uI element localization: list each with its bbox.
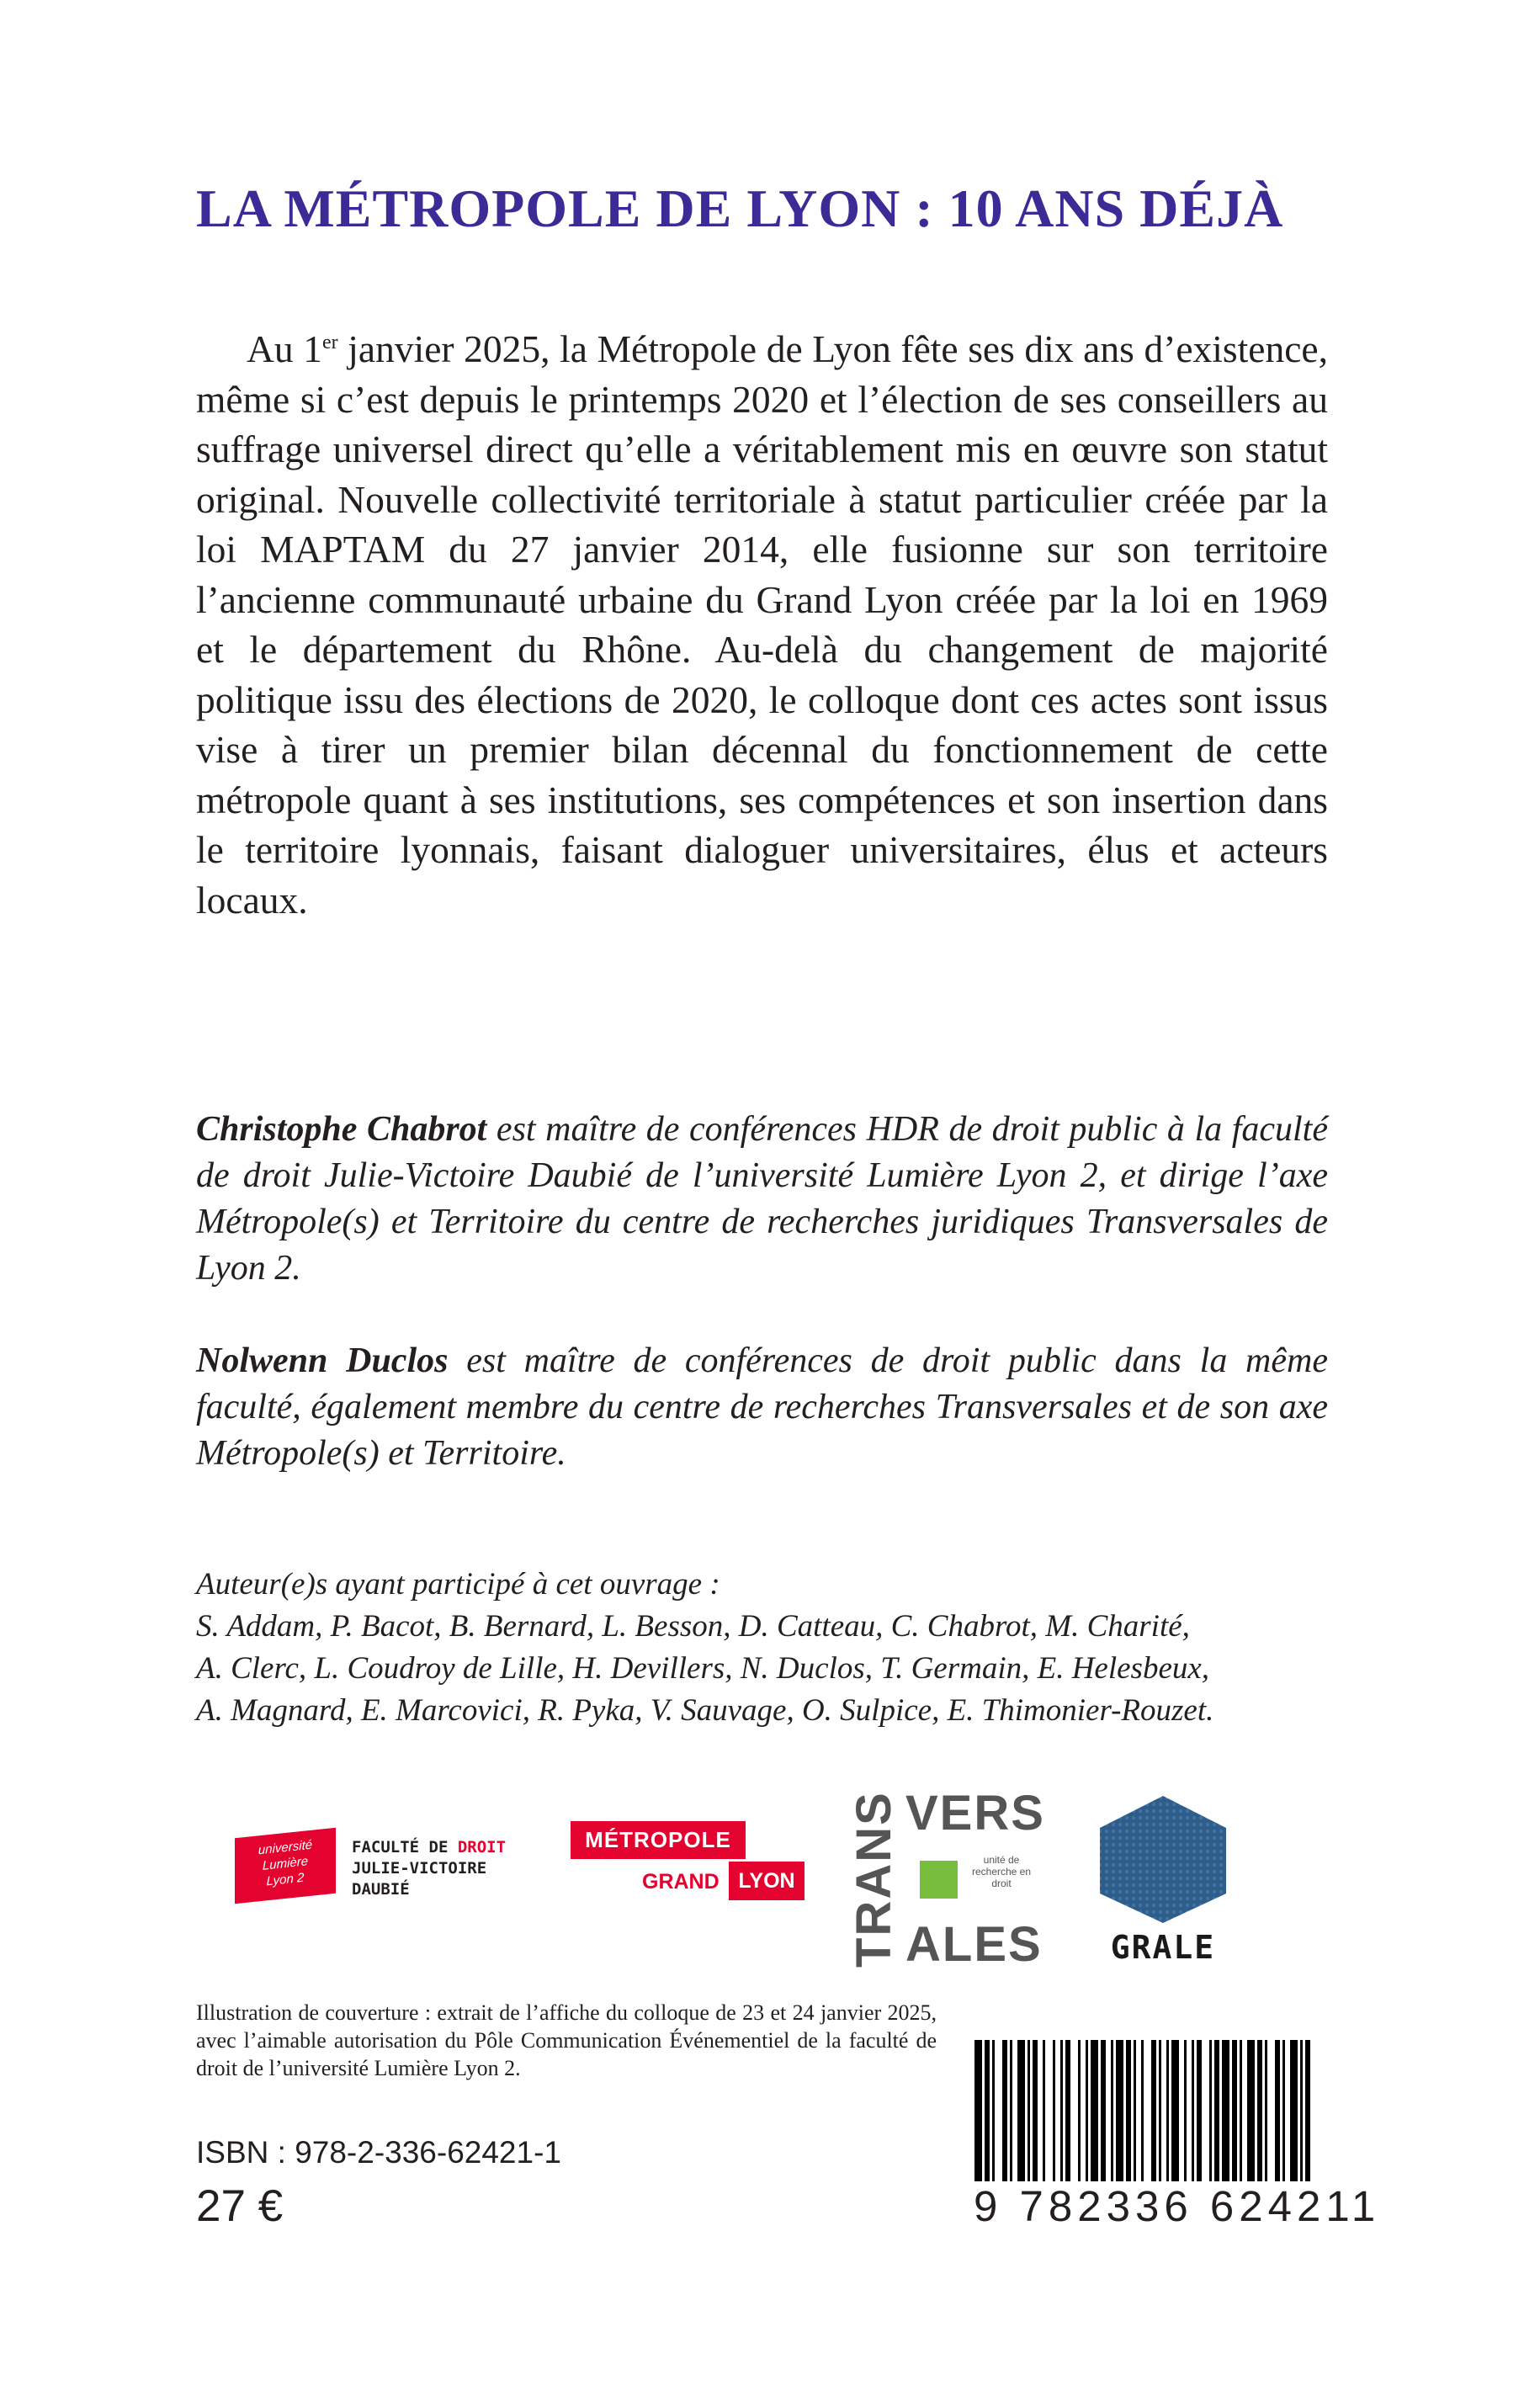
metropole-logo-top: MÉTROPOLE xyxy=(571,1821,746,1859)
contributors-line: A. Magnard, E. Marcovici, R. Pyka, V. Sauvage, O. Sulpice, E. Thimonier-Rouzet. xyxy=(196,1693,1214,1728)
transversales-logo-trans: TRANS xyxy=(847,1791,901,1968)
lyon2-logo-line: Lumière xyxy=(262,1854,309,1873)
barcode-bar xyxy=(1126,2040,1131,2181)
transversales-logo-ales: ALES xyxy=(905,1917,1043,1972)
barcode-bar xyxy=(1028,2040,1030,2181)
barcode-bar xyxy=(1184,2040,1187,2181)
contributors-line: A. Clerc, L. Coudroy de Lille, H. Devillers, N. Duclos, T. Germain, E. Helesbeux, xyxy=(196,1651,1210,1686)
author-name-2: Nolwenn Duclos xyxy=(196,1341,449,1380)
barcode-bar xyxy=(1010,2040,1012,2181)
barcode-bar xyxy=(1091,2040,1098,2181)
barcode-bar xyxy=(1151,2040,1156,2181)
faculty-line-1b: DROIT xyxy=(457,1838,507,1856)
barcode xyxy=(968,2040,1321,2185)
barcode-bar xyxy=(992,2040,995,2181)
barcode-bar xyxy=(974,2040,982,2181)
faculty-line-3: DAUBIÉ xyxy=(352,1880,410,1899)
faculty-line-1a: FACULTÉ DE xyxy=(352,1838,458,1856)
barcode-bar xyxy=(1290,2040,1298,2181)
price: 27 € xyxy=(196,2181,284,2231)
barcode-bar xyxy=(1017,2040,1025,2181)
barcode-digits: 9 782336 624211 xyxy=(974,2182,1381,2230)
author-description-1: est maître de conférences HDR de droit public à la faculté de droit Julie-Victoire Daubié de l’université Lumière Lyon 2, et dirige l’axe Métropole(s) et Territoire du centre de recherches juridiques Transversales de Lyon 2. xyxy=(196,1110,1328,1288)
barcode-bar xyxy=(1222,2040,1229,2181)
grale-logo-text: GRALE xyxy=(1110,1929,1216,1966)
lyon2-logo xyxy=(235,1828,336,1904)
barcode-bar xyxy=(1159,2040,1161,2181)
barcode-bar xyxy=(1197,2040,1202,2181)
barcode-bar xyxy=(1060,2040,1063,2181)
isbn: ISBN : 978-2-336-62421-1 xyxy=(196,2135,561,2170)
barcode-bar xyxy=(1141,2040,1144,2181)
barcode-bar xyxy=(1065,2040,1070,2181)
barcode-bar xyxy=(1134,2040,1136,2181)
barcode-bar xyxy=(1053,2040,1055,2181)
author-description-2: est maître de conférences de droit public dans la même faculté, également membre du centre de recherches Transversales et de son axe Métropole(s) et Territoire. xyxy=(196,1341,1329,1473)
author-bio-1 xyxy=(196,1107,1328,1292)
lyon2-logo-line: université xyxy=(258,1837,313,1858)
barcode-bar xyxy=(985,2040,990,2181)
barcode-bar xyxy=(1305,2040,1310,2181)
cover-illustration-credit: Illustration de couverture : extrait de l’affiche du colloque de 23 et 24 janvier 2025, avec l’aimable autorisation du Pôle Communication Événementiel de la faculté de droit de l’université Lumière Lyon 2. xyxy=(196,2000,937,2080)
book-title: LA MÉTROPOLE DE LYON : 10 ANS DÉJÀ xyxy=(196,178,1284,238)
barcode-bar xyxy=(1086,2040,1088,2181)
summary-rest: janvier 2025, la Métropole de Lyon fête ses dix ans d’existence, même si c’est depuis le printemps 2020 et l’élection de ses conseillers au suffrage universel direct qu’elle a véritablement mis en œuvre son statut original. Nouvelle collectivité territoriale à statut particulier créée par la loi MAPTAM du 27 janvier 2014, elle fusionne sur son territoire l’ancienne communauté urbaine du Grand Lyon créée par la loi en 1969 et le département du Rhône. Au-delà du changement de majorité politique issu des élections de 2020, le colloque dont ces actes sont issus vise à tirer un premier bilan décennal du fonctionnement de cette métropole quant à ses institutions, ses compétences et son insertion dans le territoire lyonnais, faisant dialoguer universitaires, élus et acteurs locaux. xyxy=(196,327,1328,922)
barcode-bar xyxy=(1111,2040,1113,2181)
barcode-bar xyxy=(1116,2040,1123,2181)
author-bio-2 xyxy=(196,1338,1328,1477)
barcode-bar xyxy=(1275,2040,1280,2181)
barcode-bar xyxy=(1214,2040,1219,2181)
barcode-bar xyxy=(1240,2040,1242,2181)
contributors-heading: Auteur(e)s ayant participé à cet ouvrage : xyxy=(196,1567,720,1602)
barcode-bar xyxy=(1282,2040,1285,2181)
metropole-logo-lyon: LYON xyxy=(729,1862,805,1900)
barcode-bar xyxy=(1247,2040,1255,2181)
barcode-bar xyxy=(1192,2040,1194,2181)
barcode-bar xyxy=(1232,2040,1237,2181)
summary-start: Au 1 xyxy=(247,327,322,370)
barcode-bar xyxy=(1257,2040,1262,2181)
contributors-line: S. Addam, P. Bacot, B. Bernard, L. Besson, D. Catteau, C. Chabrot, M. Charité, xyxy=(196,1609,1190,1644)
barcode-bar xyxy=(1078,2040,1081,2181)
lyon2-logo-line: Lyon 2 xyxy=(266,1870,305,1889)
barcode-bar xyxy=(1300,2040,1303,2181)
barcode-bar xyxy=(1209,2040,1212,2181)
barcode-bar xyxy=(1265,2040,1267,2181)
barcode-bar xyxy=(1033,2040,1038,2181)
faculty-logo-text xyxy=(352,1837,506,1900)
barcode-bar xyxy=(1171,2040,1179,2181)
barcode-bar xyxy=(1043,2040,1045,2181)
transversales-green-square xyxy=(920,1861,958,1899)
barcode-bar xyxy=(1002,2040,1007,2181)
transversales-unit-text: unité de recherche en droit xyxy=(971,1854,1032,1889)
metropole-logo-grand: GRAND xyxy=(642,1870,720,1894)
barcode-bar xyxy=(1166,2040,1169,2181)
contributors-block xyxy=(196,1564,1341,1732)
transversales-logo-vers: VERS xyxy=(905,1786,1045,1841)
author-name-1: Christophe Chabrot xyxy=(196,1110,487,1149)
book-summary xyxy=(196,324,1328,925)
barcode-bar xyxy=(1101,2040,1106,2181)
summary-superscript: er xyxy=(321,331,338,353)
faculty-line-2: JULIE-VICTOIRE xyxy=(352,1859,487,1878)
grale-hexagon-icon xyxy=(1097,1794,1229,1925)
